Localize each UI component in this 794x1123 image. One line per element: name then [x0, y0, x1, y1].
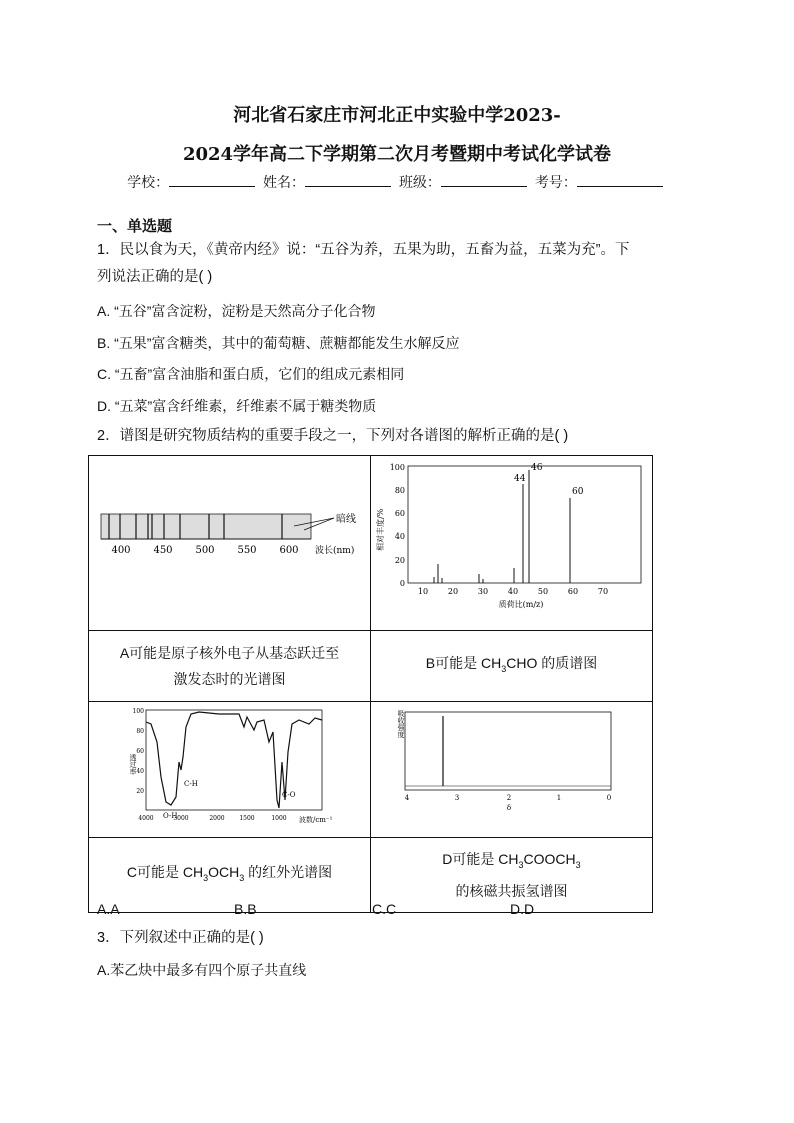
caption-d-text: COOCH [523, 851, 576, 868]
caption-c-text: C可能是 CH [126, 864, 204, 881]
peak-label: 46 [531, 463, 543, 473]
nmr-spectrum-figure [371, 702, 652, 829]
tick-label: 100 [389, 463, 405, 472]
line-spectrum-figure [89, 456, 370, 622]
spectra-table [88, 455, 653, 913]
q1-option-a: A. “五谷”富含淀粉，淀粉是天然高分子化合物 [97, 303, 376, 319]
class-label: 班级： [398, 174, 441, 190]
tick-label: 40 [136, 768, 144, 775]
tick-label: 60 [567, 587, 579, 596]
caption-c-text: OCH [208, 864, 240, 881]
tick-label: 60 [394, 509, 405, 518]
tick-label: 50 [537, 587, 549, 596]
tick-label: 20 [136, 788, 144, 795]
q2-stem: 2．谱图是研究物质结构的重要手段之一，下列对各谱图的解析正确的是( ) [97, 428, 569, 444]
wavelength-axis-label: 波长(nm) [315, 546, 355, 556]
tick-label: 4000 [138, 815, 154, 822]
q1-option-c: C. “五畜”富含油脂和蛋白质，它们的组成元素相同 [97, 366, 405, 382]
tick-label: 40 [507, 587, 519, 596]
abundance-axis-label: 相对丰度/% [376, 508, 385, 551]
q2-answer-a: A.A [97, 901, 120, 917]
tick-label: 3000 [173, 815, 189, 822]
band-label: O-H [163, 812, 178, 820]
tick-label: 20 [447, 587, 459, 596]
q3-option-a: A.苯乙炔中最多有四个原子共直线 [97, 962, 307, 978]
tick-label: 500 [195, 545, 215, 556]
cell-caption-c [89, 838, 371, 913]
tick-label: 550 [237, 545, 257, 556]
school-blank[interactable] [169, 174, 255, 187]
school-label: 学校： [127, 174, 170, 190]
subscript: 3 [239, 872, 245, 883]
caption-b-text: CHO 的质谱图 [506, 655, 598, 672]
q2-answer-c: C.C [372, 901, 397, 917]
peak-label: 60 [572, 487, 584, 497]
caption-d-text: D可能是 CH [442, 851, 519, 868]
subscript: 3 [575, 859, 581, 870]
tick-label: 80 [394, 486, 405, 495]
tick-label: 1500 [239, 815, 255, 822]
mz-axis-label: 质荷比(m/z) [498, 600, 544, 609]
tick-label: 100 [132, 708, 144, 715]
tick-label: 10 [417, 587, 429, 596]
cell-spectrum-d [371, 702, 653, 838]
dark-line-label: 暗线 [336, 514, 356, 525]
cell-caption-a [89, 631, 371, 702]
tick-label: 40 [394, 532, 405, 541]
cell-spectrum-c [89, 702, 371, 838]
q1-option-d: D. “五菜”富含纤维素，纤维素不属于糖类物质 [97, 398, 377, 414]
q1-stem-line1: 1．民以食为天，《黄帝内经》说：“五谷为养，五果为助，五畜为益，五菜为充”。下 [97, 242, 630, 258]
tick-label: 2 [506, 794, 512, 802]
wavenumber-axis-label: 波数/cm⁻¹ [299, 816, 333, 824]
tick-label: 70 [597, 587, 609, 596]
peak-label: 44 [514, 474, 526, 484]
band-label: C-H [184, 780, 198, 788]
caption-d-line2: 的核磁共振氢谱图 [455, 882, 568, 899]
student-info-row [0, 172, 794, 192]
tick-label: 20 [394, 556, 405, 565]
tick-label: 450 [153, 545, 173, 556]
tick-label: 0 [399, 579, 405, 588]
name-blank[interactable] [305, 174, 391, 187]
subscript: 3 [203, 872, 209, 883]
tick-label: 0 [606, 794, 612, 802]
subscript: 3 [501, 663, 507, 674]
tick-label: 1000 [271, 815, 287, 822]
section-heading: 一、单选题 [97, 218, 173, 235]
tick-label: 80 [136, 728, 144, 735]
q1-stem-line2: 列说法正确的是( ) [97, 269, 213, 285]
tick-label: 3 [454, 794, 460, 802]
tick-label: 600 [279, 545, 299, 556]
exam-number-blank[interactable] [577, 174, 663, 187]
q3-stem: 3．下列叙述中正确的是( ) [97, 930, 264, 946]
cell-caption-b [371, 631, 653, 702]
cell-spectrum-a [89, 456, 371, 631]
caption-b-text: B可能是 CH [425, 655, 502, 672]
caption-a-line1: A可能是原子核外电子从基态跃迁至 [119, 645, 340, 661]
q2-answer-b: B.B [234, 901, 257, 917]
caption-c-text: 的红外光谱图 [244, 864, 333, 881]
mass-spectrum-figure [371, 456, 652, 622]
exam-title-line2: 2024学年高二下学期第二次月考暨期中考试化学试卷 [182, 144, 612, 165]
class-blank[interactable] [441, 174, 527, 187]
cell-spectrum-b [371, 456, 653, 631]
tick-label: 400 [111, 545, 131, 556]
exam-number-label: 考号： [534, 174, 577, 190]
q2-answer-d: D.D [510, 901, 535, 917]
tick-label: 30 [477, 587, 489, 596]
tick-label: 4 [404, 794, 410, 802]
name-label: 姓名： [263, 174, 306, 190]
intensity-axis-label: 吸收强度 [397, 710, 405, 738]
tick-label: 1 [556, 794, 562, 802]
tick-label: 60 [136, 748, 144, 755]
band-label: C-O [282, 791, 296, 799]
q1-option-b: B. “五果”富含糖类，其中的葡萄糖、蔗糖都能发生水解反应 [97, 335, 460, 351]
tick-label: 2000 [209, 815, 225, 822]
transmittance-axis-label: 透过率 [129, 754, 137, 775]
caption-a-line2: 激发态时的光谱图 [173, 671, 286, 687]
ir-spectrum-figure [89, 702, 370, 829]
subscript: 3 [518, 859, 524, 870]
exam-title-line1: 河北省石家庄市河北正中实验中学2023- [233, 105, 561, 126]
shift-axis-label: δ [506, 804, 512, 812]
